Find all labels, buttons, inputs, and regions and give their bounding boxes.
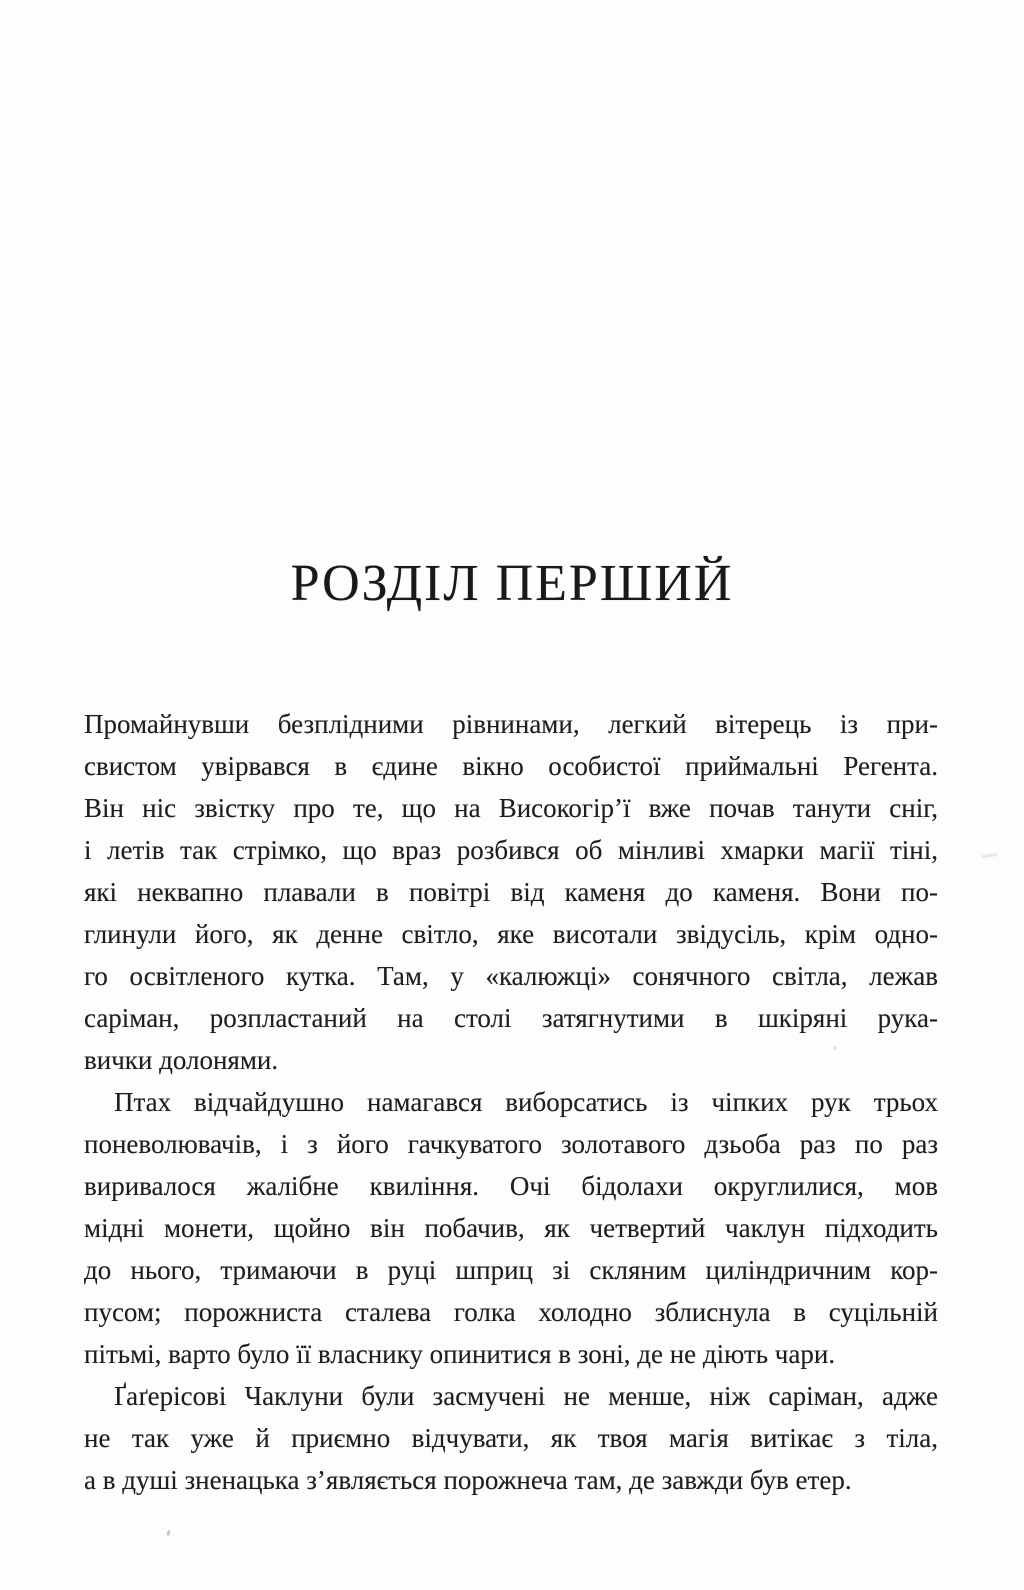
text-line: го освітленого кутка. Там, у «калюжці» сонячного світла, лежав [84,961,938,991]
text-line: поневолювачів, і з його гачкуватого золотавого дзьоба раз по раз [84,1129,938,1159]
scan-artifact [166,1530,170,1536]
text-line: пусом; порожниста сталева голка холодно зблиснула в суцільній [84,1297,938,1327]
paragraph [84,1375,938,1501]
text-line: до нього, тримаючи в руці шприц зі скляним циліндричним кор- [84,1255,938,1285]
text-line: свистом увірвався в єдине вікно особистої приймальні Регента. [84,751,938,781]
scan-artifact [982,853,998,858]
text-line: Птах відчайдушно намагався виборсатись із чіпких рук трьох [114,1087,938,1117]
text-line: не так уже й приємно відчувати, як твоя магія витікає з тіла, [84,1423,938,1453]
text-line: мідні монети, щойно він побачив, як четвертий чаклун підходить [84,1213,938,1243]
text-line: які неквапно плавали в повітрі від каменя до каменя. Вони по- [84,877,938,907]
text-line: Промайнувши безплідними рівнинами, легкий вітерець із при- [84,709,938,739]
text-line: Ґаґерісові Чаклуни були засмучені не менше, ніж саріман, адже [114,1381,938,1411]
body-text [84,703,938,1501]
text-line: пітьмі, варто було її власнику опинитися в зоні, де не діють чари. [84,1339,836,1369]
paragraph [84,1081,938,1375]
text-line: саріман, розпластаний на столі затягнутими в шкіряні рука- [84,1003,938,1033]
text-line: вички долонями. [84,1045,279,1075]
text-line: Він ніс звістку про те, що на Високогір’ї вже почав танути сніг, [84,793,938,823]
text-line: виривалося жалібне квиління. Очі бідолахи округлилися, мов [84,1171,938,1201]
chapter-heading: РОЗДІЛ ПЕРШИЙ [290,554,734,612]
text-line: а в душі зненацька з’являється порожнеча там, де завжди був етер. [84,1465,852,1495]
text-line: глинули його, як денне світло, яке висотали звідусіль, крім одно- [84,919,938,949]
text-line: і летів так стрімко, що враз розбився об мінливі хмарки магії тіні, [84,835,938,865]
paragraph [84,703,938,1081]
